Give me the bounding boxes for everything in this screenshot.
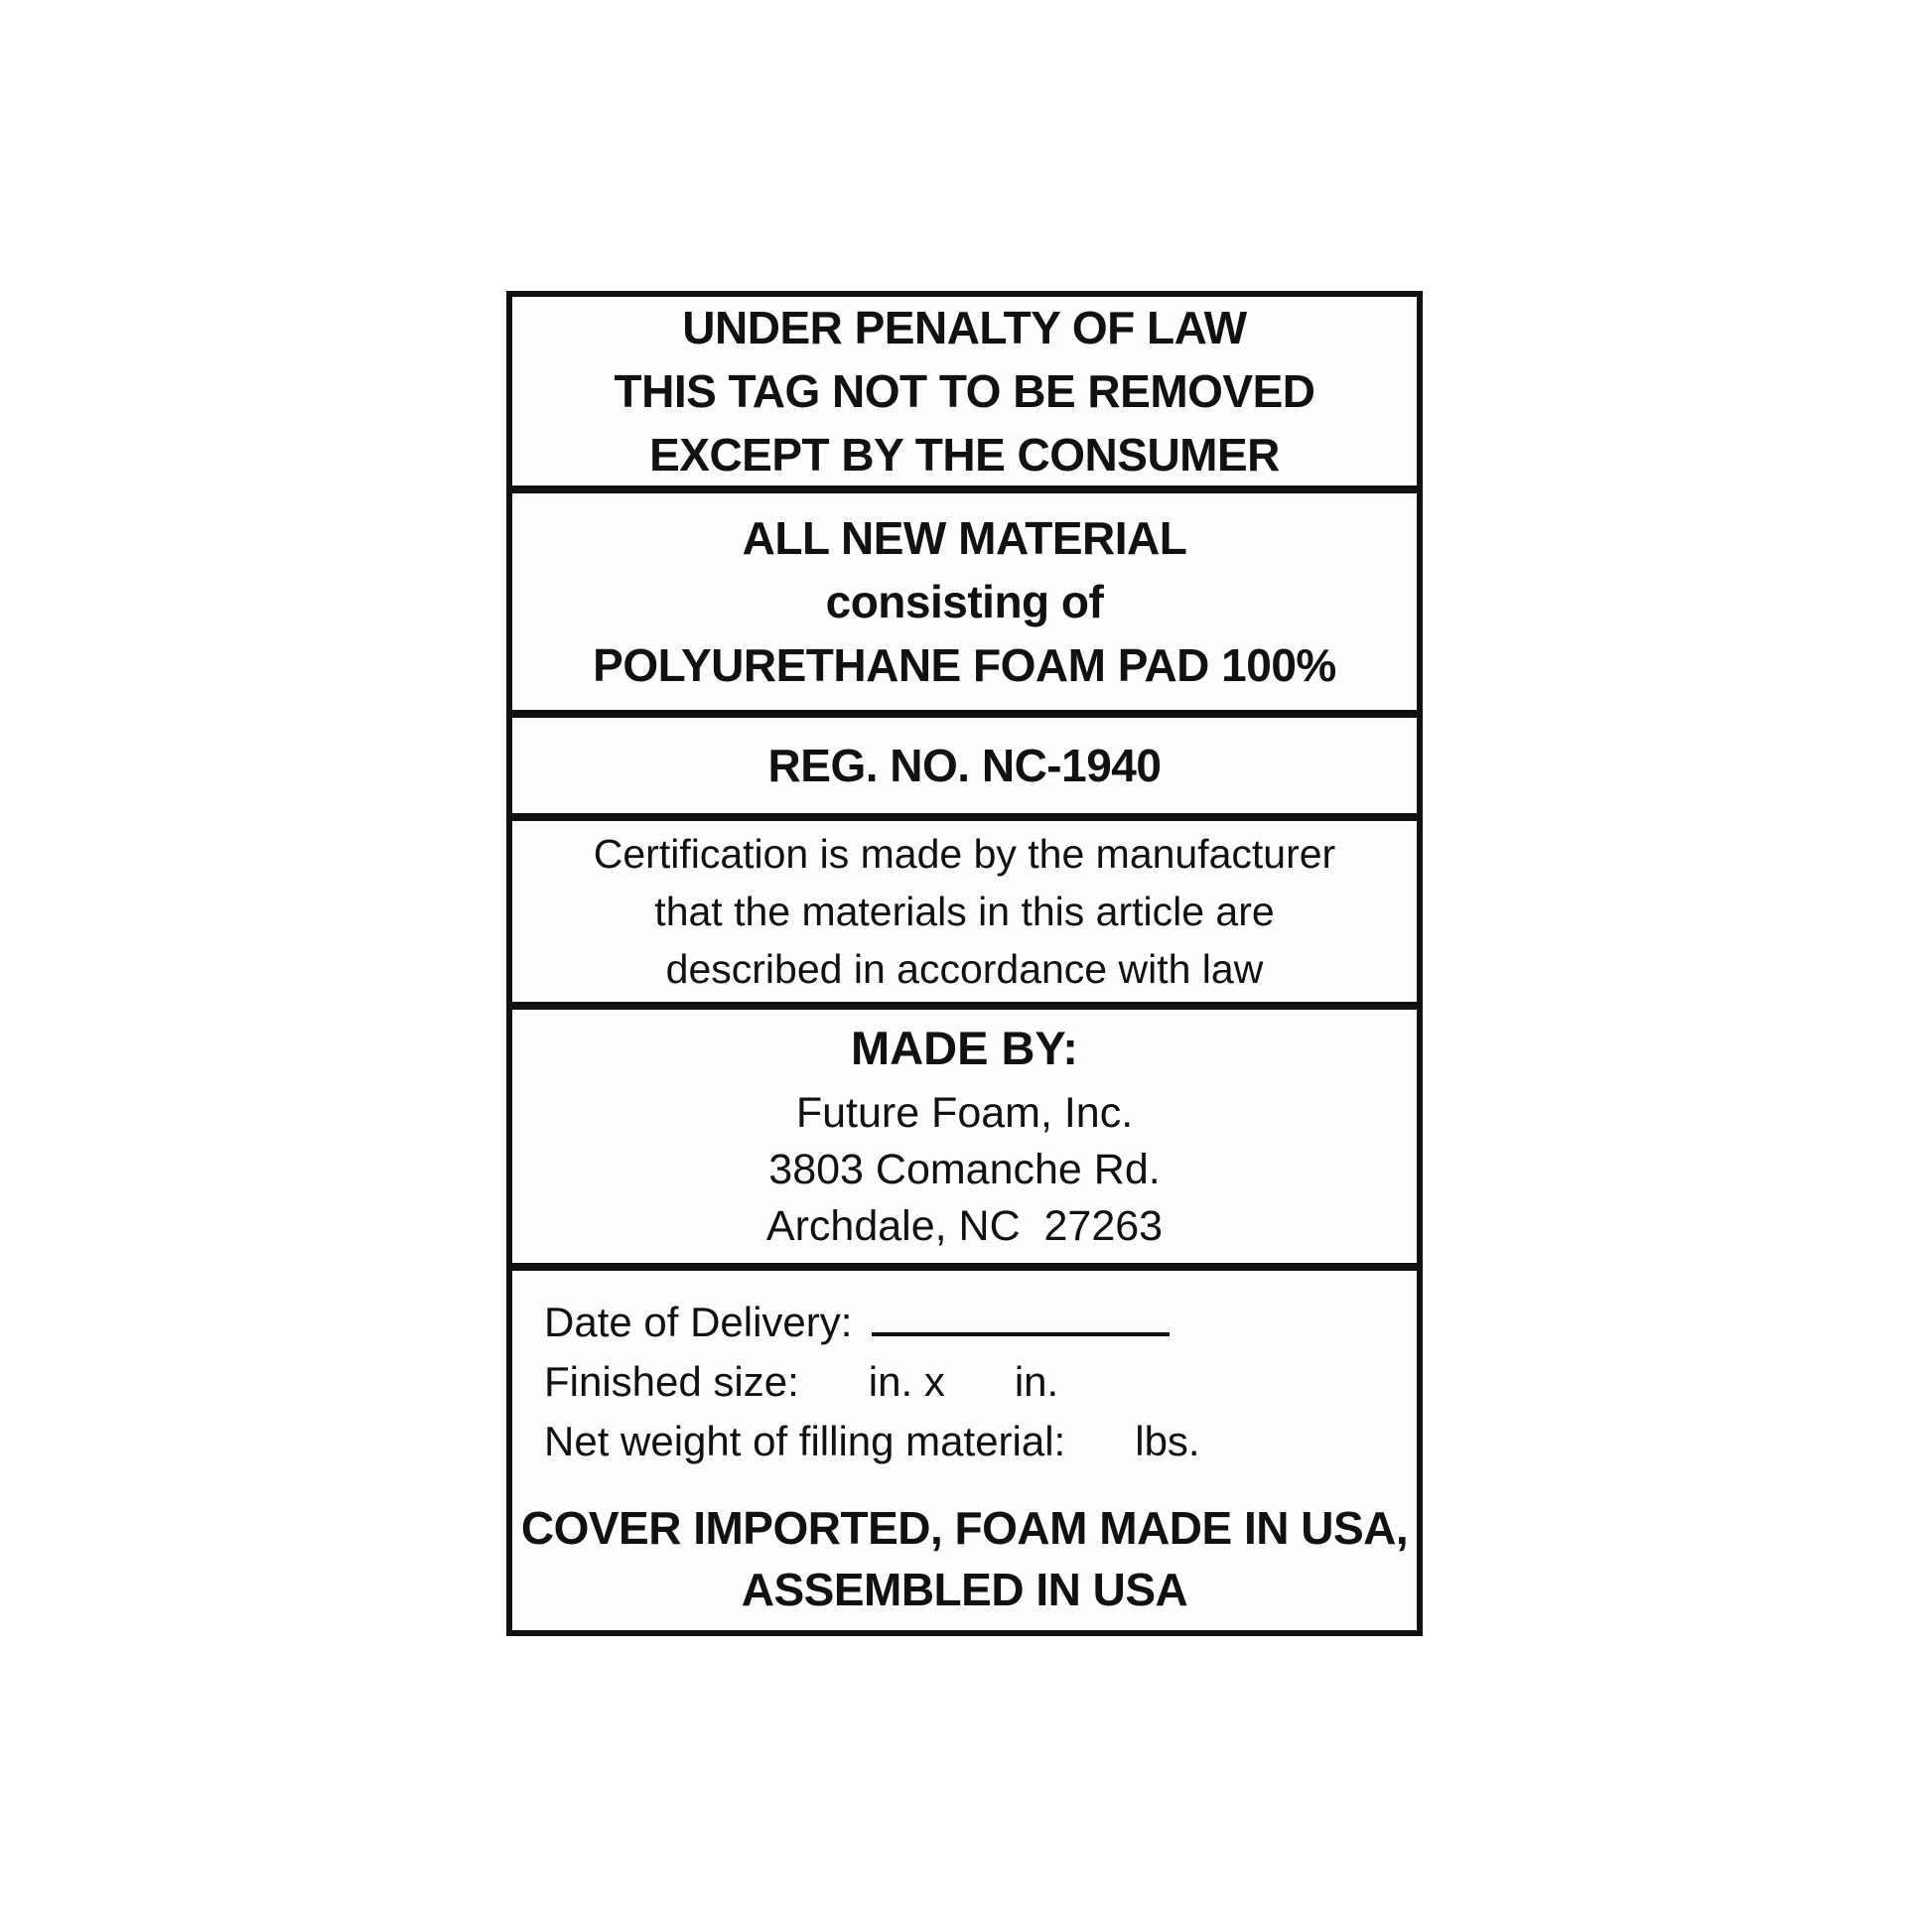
law-label — [506, 291, 1423, 1636]
certification-line-2: that the materials in this article are — [654, 889, 1275, 934]
finished-size-row: Finished size: in. x in. — [544, 1358, 1059, 1405]
manufacturer-street: 3803 Comanche Rd. — [768, 1146, 1161, 1193]
material-line-1: ALL NEW MATERIAL — [742, 512, 1187, 564]
section-registration-number — [512, 718, 1417, 821]
material-line-3: POLYURETHANE FOAM PAD 100% — [593, 639, 1336, 691]
section-certification-statement — [512, 821, 1417, 1010]
section-penalty-notice — [512, 297, 1417, 493]
date-of-delivery-row — [512, 1293, 1417, 1352]
made-by-heading: MADE BY: — [851, 1022, 1078, 1074]
origin-line-1: COVER IMPORTED, FOAM MADE IN USA, — [520, 1502, 1409, 1554]
certification-line-1: Certification is made by the manufacturer — [593, 831, 1336, 877]
origin-line-2: ASSEMBLED IN USA — [741, 1564, 1188, 1615]
date-of-delivery-blank-line — [872, 1293, 1170, 1336]
penalty-line-2: THIS TAG NOT TO BE REMOVED — [614, 365, 1315, 417]
origin-statement — [512, 1497, 1417, 1630]
registration-number: REG. NO. NC-1940 — [767, 740, 1162, 791]
section-delivery-details — [512, 1271, 1417, 1630]
penalty-line-1: UNDER PENALTY OF LAW — [682, 302, 1247, 353]
net-weight-row: Net weight of filling material: lbs. — [544, 1418, 1200, 1464]
manufacturer-city-state-zip: Archdale, NC 27263 — [765, 1202, 1164, 1250]
material-line-2: consisting of — [825, 576, 1104, 627]
certification-line-3: described in accordance with law — [665, 946, 1264, 992]
section-material-contents — [512, 493, 1417, 718]
penalty-line-3: EXCEPT BY THE CONSUMER — [649, 429, 1280, 481]
date-of-delivery-label: Date of Delivery: — [544, 1299, 865, 1345]
section-made-by — [512, 1010, 1417, 1271]
manufacturer-name: Future Foam, Inc. — [795, 1089, 1134, 1137]
